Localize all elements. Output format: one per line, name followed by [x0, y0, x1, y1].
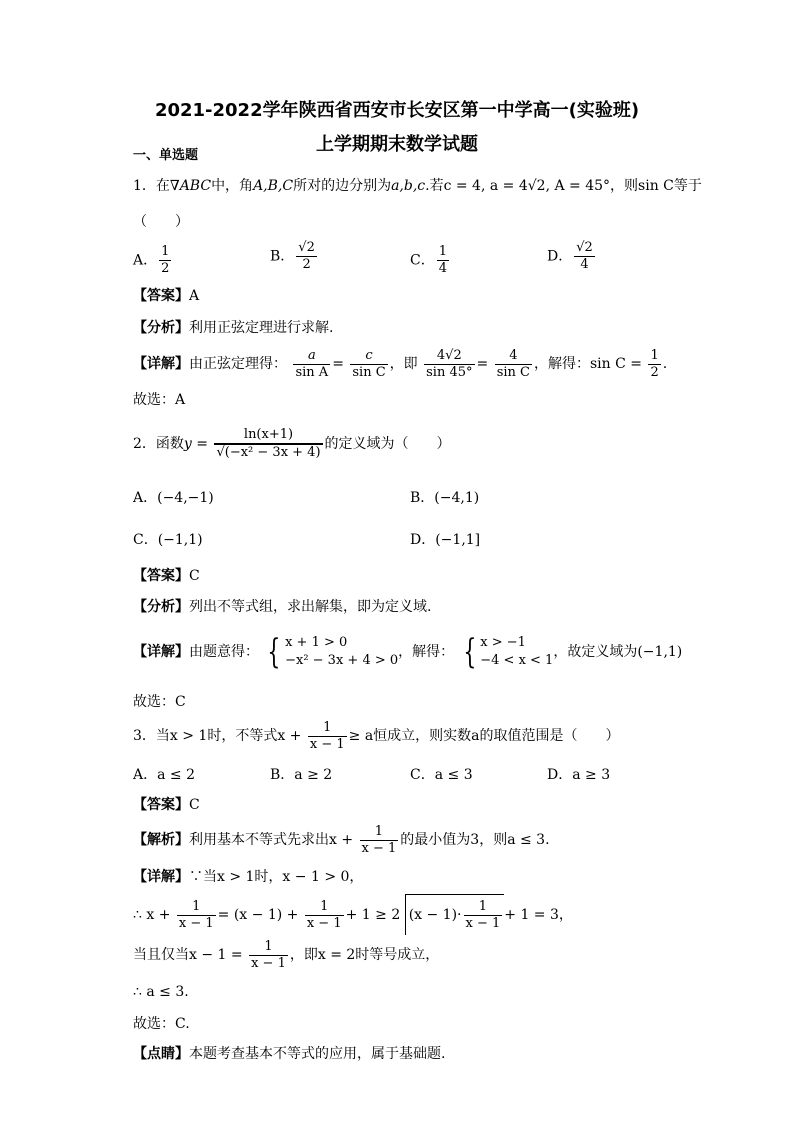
q3-stem: 3．当x > 1时，不等式x + $\frac{1}{x - 1}$ ≥ a恒成立，则实数a的取值范围是（ ）: [133, 719, 620, 752]
q3-answer: 【答案】C: [133, 797, 200, 813]
q3-detail-4: ∴ a ≤ 3.: [133, 984, 189, 1000]
q3-choose: 故选：C.: [133, 1016, 190, 1032]
q2-detail: 【详解】由题意得： { x + 1 > 0 −x² − 3x + 4 > 0 ，解得： { x > −1 −4 < x < 1 ，故定义域为(−1,1): [133, 632, 683, 672]
q1-analysis: 【分析】利用正弦定理进行求解.: [133, 320, 334, 336]
q1-answer: 【答案】A: [133, 288, 200, 304]
q3-option-c: C．a ≤ 3: [410, 767, 473, 783]
q1-option-c: C． $\frac{1}{4}$: [410, 244, 447, 276]
q3-option-a: A．a ≤ 2: [133, 767, 195, 783]
q1-choose: 故选：A: [133, 392, 186, 408]
q2-option-b: B．(−4,1): [410, 490, 480, 506]
section-heading: 一、单选题: [133, 148, 199, 163]
q1-option-b: B． $\frac{√2}{2}$: [270, 240, 315, 272]
q3-option-d: D．a ≥ 3: [547, 767, 611, 783]
q1-detail: 【详解】由正弦定理得： $\frac{a}{\text{sin A}}$ = $\frac{c}{\text{sin C}}$ ，即 $\frac{4√2}{\sin 45^\circ}$ = $\frac{4}{\text{sin C}}$ ，解得：sin C = $\frac{1}{2}$ .: [133, 347, 668, 380]
q3-option-b: B．a ≥ 2: [270, 767, 333, 783]
q2-option-c: C．(−1,1): [133, 532, 203, 548]
q3-comment: 【点睛】本题考查基本不等式的应用，属于基础题.: [133, 1046, 446, 1062]
q2-option-d: D．(−1,1]: [410, 532, 481, 548]
q2-stem: 2．函数y = $\frac{\ln(x+1)}{\text{√(−x² − 3x + 4)}}$ 的定义域为（ ）: [133, 427, 451, 460]
q2-choose: 故选：C: [133, 694, 186, 710]
q2-analysis: 【分析】列出不等式组，求出解集，即为定义域.: [133, 599, 432, 615]
q1-stem: 1．在∇ABC中，角A,B,C所对的边分别为a,b,c.若c = 4, a = 4√2, A = 45°，则sin C等于: [133, 178, 702, 194]
q2-answer: 【答案】C: [133, 568, 200, 584]
q3-detail-1: 【详解】∵当x > 1时，x − 1 > 0，: [133, 869, 364, 885]
q3-detail-2: ∴ x + $\frac{1}{x - 1}$ = (x − 1) + $\frac{1}{x - 1}$ + 1 ≥ 2 (x − 1)· $\frac{1}{x - 1}$ + 1 = 3，: [133, 894, 573, 935]
title-line-1: 2021-2022学年陕西省西安市长安区第一中学高一(实验班): [154, 100, 640, 121]
q1-option-d: D． $\frac{√2}{4}$: [547, 240, 593, 272]
q1-paren: （ ）: [133, 214, 189, 230]
q1-option-a: A． $\frac{1}{2}$: [133, 244, 170, 276]
q3-detail-3: 当且仅当x − 1 = $\frac{1}{x - 1}$ ，即x = 2时等号成立，: [133, 938, 440, 971]
title-line-2: 上学期期末数学试题: [316, 134, 478, 155]
q2-option-a: A．(−4,−1): [133, 490, 214, 506]
q3-jiexi: 【解析】利用基本不等式先求出x + $\frac{1}{x - 1}$ 的最小值为3，则a ≤ 3.: [133, 823, 550, 856]
